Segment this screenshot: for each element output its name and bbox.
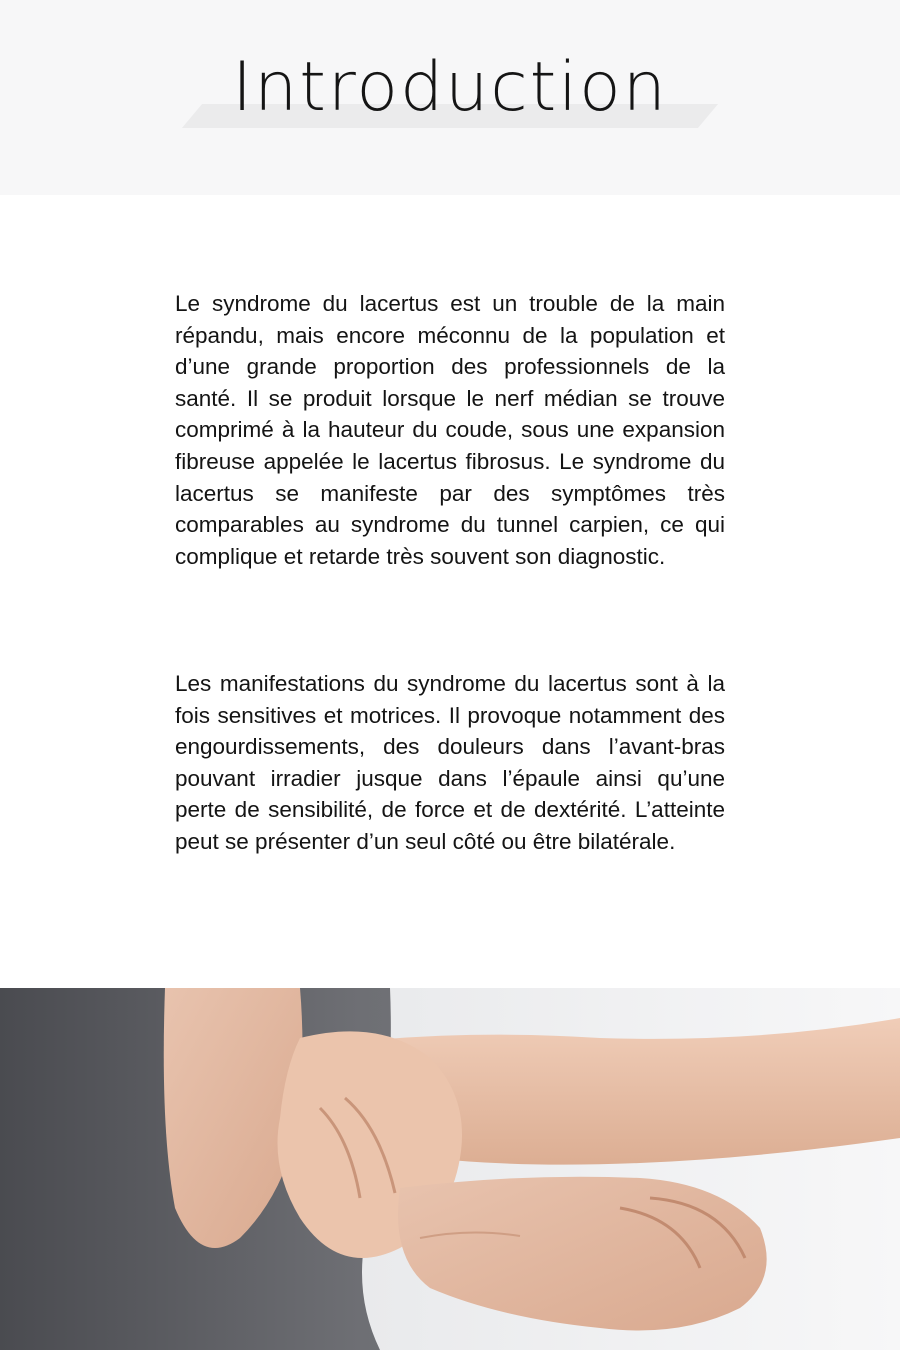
intro-paragraph-2: Les manifestations du syndrome du lacertus sont à la fois sensitives et motrices. Il provoque notamment des engourdissements, des douleurs dans l’avant-bras pouvant irradier jusque dans l’épaule ainsi qu’une perte de sensibilité, de force et de dextérité. L’atteinte peut se présenter d’un seul côté ou être bilatérale. (175, 671, 725, 854)
forearm-grip-photo (0, 988, 900, 1350)
header-section (0, 0, 900, 195)
intro-paragraph-1: Le syndrome du lacertus est un trouble de la main répandu, mais encore méconnu de la population et d’une grande proportion des professionnels de la santé. Il se produit lorsque le nerf médian se trouve comprimé à la hauteur du coude, sous une expansion fibreuse appelée le lacertus fibrosus. Le syndrome du lacertus se manifeste par des symptômes très comparables au syndrome du tunnel carpien, ce qui complique et retarde très souvent son diagnostic. (175, 291, 725, 569)
page-title: Introduction (232, 48, 668, 127)
